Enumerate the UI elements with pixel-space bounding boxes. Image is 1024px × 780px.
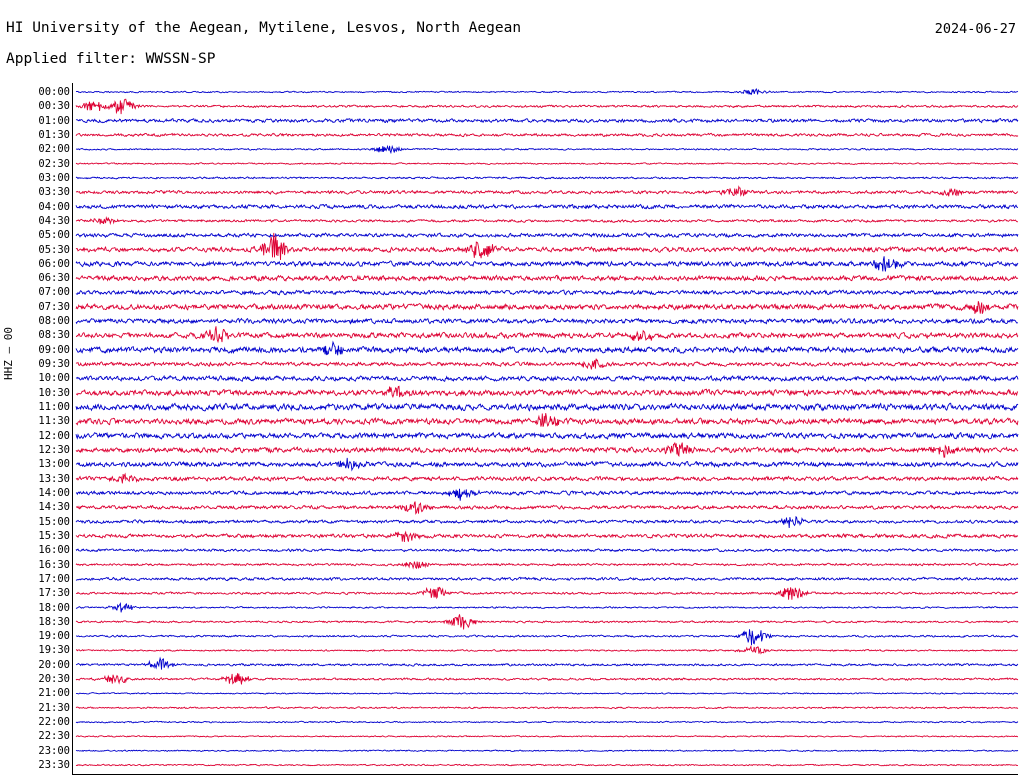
trace-line [76, 233, 1018, 260]
trace-line [76, 562, 1018, 569]
y-tick-label: 04:00 [38, 200, 70, 213]
y-tick-label: 16:00 [38, 544, 70, 557]
y-tick-label: 03:00 [38, 171, 70, 184]
trace-line [76, 629, 1018, 645]
y-axis-tick-labels [24, 78, 70, 780]
y-tick-label: 22:00 [38, 716, 70, 729]
trace-line [76, 587, 1018, 599]
y-axis-label: HHZ — 00 [2, 327, 15, 380]
y-tick-label: 20:00 [38, 658, 70, 671]
y-tick-label: 01:30 [38, 128, 70, 141]
y-tick-label: 12:30 [38, 444, 70, 456]
trace-line [76, 133, 1018, 136]
trace-line [76, 290, 1018, 295]
trace-line [76, 673, 1018, 684]
trace-line [76, 721, 1018, 723]
trace-line [76, 532, 1018, 542]
y-tick-label: 10:30 [38, 386, 70, 399]
trace-line [76, 177, 1018, 179]
y-tick-label: 17:30 [38, 587, 70, 600]
y-tick-label: 11:00 [38, 401, 70, 414]
trace-line [76, 489, 1018, 501]
trace-line [76, 603, 1018, 612]
y-tick-label: 09:00 [38, 343, 70, 356]
trace-line [76, 736, 1018, 738]
trace-line [76, 301, 1018, 314]
trace-line [76, 319, 1018, 324]
trace-line [76, 707, 1018, 709]
y-tick-label: 08:00 [38, 315, 70, 328]
trace-line [76, 658, 1018, 669]
trace-line [76, 187, 1018, 197]
y-tick-label: 08:30 [38, 329, 70, 342]
y-tick-label: 21:00 [38, 687, 70, 700]
y-tick-label: 21:30 [38, 701, 70, 714]
trace-line [76, 342, 1018, 355]
trace-line [76, 517, 1018, 528]
y-tick-label: 07:00 [38, 286, 70, 299]
y-tick-label: 16:30 [38, 558, 70, 571]
y-tick-label: 07:30 [38, 300, 70, 313]
y-tick-label: 04:30 [38, 214, 70, 227]
y-tick-label: 19:00 [38, 630, 70, 643]
date-label: 2024-06-27 [934, 21, 1016, 37]
trace-line [76, 443, 1018, 458]
trace-line [76, 163, 1018, 165]
helicorder-traces [72, 78, 1022, 778]
y-tick-label: 20:30 [38, 673, 70, 686]
trace-line [76, 218, 1018, 225]
trace-line [76, 359, 1018, 370]
y-tick-label: 02:00 [38, 143, 70, 156]
trace-line [76, 764, 1018, 766]
y-tick-label: 15:00 [38, 515, 70, 528]
y-tick-label: 13:30 [38, 472, 70, 485]
y-tick-label: 19:30 [38, 644, 70, 657]
y-tick-label: 11:30 [38, 415, 70, 428]
y-tick-label: 01:00 [38, 114, 70, 127]
trace-line [76, 89, 1018, 94]
trace-line [76, 433, 1018, 439]
trace-line [76, 386, 1018, 397]
trace-line [76, 99, 1018, 114]
y-tick-label: 14:00 [38, 486, 70, 499]
y-tick-label: 06:00 [38, 257, 70, 270]
trace-line [76, 403, 1018, 411]
trace-line [76, 549, 1018, 552]
chart-header [0, 0, 1024, 78]
y-tick-label: 12:00 [38, 429, 70, 442]
y-tick-label: 14:30 [38, 501, 70, 514]
trace-line [76, 646, 1018, 653]
trace-line [76, 474, 1018, 483]
trace-line [76, 204, 1018, 208]
y-tick-label: 06:30 [38, 272, 70, 285]
trace-line [76, 256, 1018, 271]
trace-line [76, 458, 1018, 470]
y-tick-label: 05:00 [38, 229, 70, 242]
trace-line [76, 146, 1018, 153]
trace-line [76, 577, 1018, 580]
trace-line [76, 233, 1018, 237]
trace-line [76, 693, 1018, 695]
page-title: HI University of the Aegean, Mytilene, Lesvos, North Aegean [6, 20, 522, 36]
filter-label: Applied filter: WWSSN-SP [6, 51, 216, 67]
trace-line [76, 413, 1018, 427]
trace-line [76, 119, 1018, 123]
trace-line [76, 502, 1018, 514]
y-tick-label: 00:00 [38, 86, 70, 98]
y-tick-label: 09:30 [38, 358, 70, 371]
y-tick-label: 18:30 [38, 615, 70, 628]
trace-line [76, 750, 1018, 751]
y-tick-label: 03:30 [38, 186, 70, 199]
trace-line [76, 326, 1018, 342]
trace-line [76, 275, 1018, 281]
trace-line [76, 614, 1018, 629]
y-tick-label: 00:30 [38, 100, 70, 113]
y-tick-label: 15:30 [38, 529, 70, 542]
y-tick-label: 02:30 [38, 157, 70, 170]
y-tick-label: 23:30 [38, 759, 70, 772]
y-tick-label: 05:30 [38, 243, 70, 256]
y-tick-label: 23:00 [38, 744, 70, 757]
trace-line [76, 376, 1018, 382]
y-tick-label: 22:30 [38, 730, 70, 743]
y-tick-label: 18:00 [38, 601, 70, 614]
y-tick-label: 13:00 [38, 458, 70, 471]
y-tick-label: 10:00 [38, 372, 70, 385]
y-tick-label: 17:00 [38, 572, 70, 585]
